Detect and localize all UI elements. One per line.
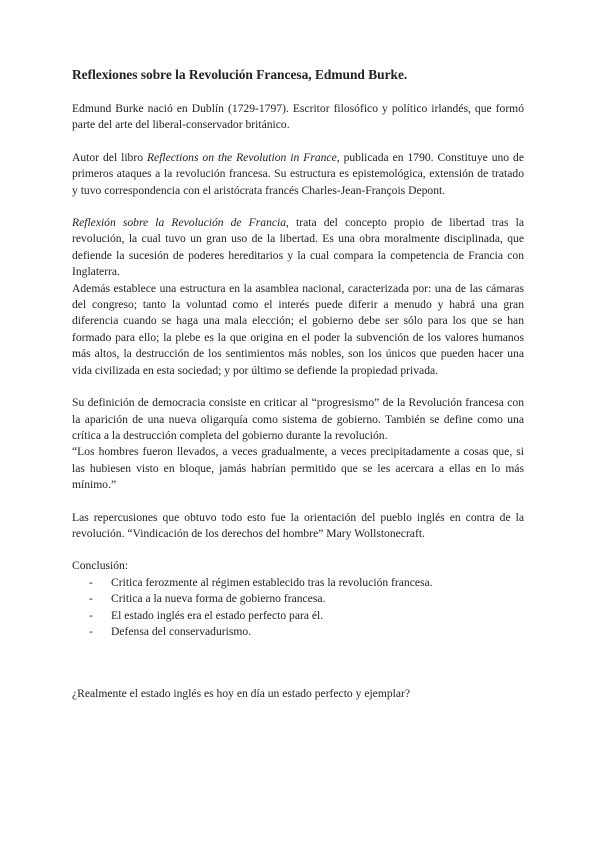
dash-bullet-icon: - bbox=[89, 575, 93, 589]
conclusion-item-text: Critica ferozmente al régimen establecido tras la revolución francesa. bbox=[111, 575, 433, 589]
conclusion-heading: Conclusión: bbox=[72, 559, 129, 573]
conclusion-section bbox=[72, 558, 524, 640]
work-title: Reflexión sobre la Revolución de Francia bbox=[72, 216, 287, 230]
conclusion-item-text: El estado inglés era el estado perfecto para él. bbox=[111, 608, 324, 622]
dash-bullet-icon: - bbox=[89, 624, 93, 638]
list-item bbox=[72, 575, 524, 591]
list-item bbox=[72, 608, 524, 624]
conclusion-list bbox=[72, 575, 524, 641]
dash-bullet-icon: - bbox=[89, 608, 93, 622]
list-item bbox=[72, 591, 524, 607]
book-title: Reflections on the Revolution in France bbox=[146, 150, 337, 164]
paragraph-reflection bbox=[72, 215, 524, 281]
paragraph-biography: Edmund Burke nació en Dublín (1729-1797). Escritor filosófico y político irlandés, que formó parte del arte del liberal-conservador británico. bbox=[72, 102, 524, 132]
paragraph-repercussions: Las repercusiones que obtuvo todo esto fue la orientación del pueblo inglés en contra de la revolución. “Vindicación de los derechos del hombre” Mary Wollstonecraft. bbox=[72, 510, 524, 540]
paragraph-assembly: Además establece una estructura en la asamblea nacional, caracterizada por: una de las cámaras del congreso; tanto la voluntad como el interés puede diferir a menudo y habrá una gran diferencia cuando se haga una mala elección; el gobierno debe ser sólo para los que se han formado para ello; la plebe es la que origina en el poder la subvención de los valores humanos más altos, la destrucción de los sentimientos más nobles, son los únicos que pueden hacer una vida civilizada en esta sociedad; y por último se defiende la propiedad privada. bbox=[72, 281, 524, 377]
quote-burke: “Los hombres fueron llevados, a veces gradualmente, a veces precipitadamente a cosas que, si las hubiesen visto en bloque, jamás habrían permitido que se les acercara a ellas en lo más mínimo.” bbox=[72, 445, 524, 492]
document-title: Reflexiones sobre la Revolución Francesa, Edmund Burke. bbox=[72, 67, 408, 82]
paragraph-democracy: Su definición de democracia consiste en criticar al “progresismo” de la Revolución francesa con la aparición de una nueva oligarquía como sistema de gobierno. También se define como una crítica a la destrucción completa del gobierno durante la revolución. bbox=[72, 396, 524, 442]
conclusion-item-text: Critica a la nueva forma de gobierno francesa. bbox=[111, 592, 326, 606]
reflection-text: , trata del concepto propio de libertad tras la revolución, la cual tuvo un gran uso de la libertad. Es una obra moralmente disciplinada, que defiende la sucesión de poderes hereditarios y la cual compara la competencia de Francia con Inglaterra. bbox=[72, 216, 524, 279]
closing-question: ¿Realmente el estado inglés es hoy en día un estado perfecto y ejemplar? bbox=[72, 687, 411, 701]
list-item bbox=[72, 624, 524, 640]
document-body bbox=[72, 66, 524, 703]
dash-bullet-icon: - bbox=[89, 592, 93, 606]
paragraph-book bbox=[72, 150, 524, 199]
book-intro-text: Autor del libro bbox=[72, 150, 147, 164]
conclusion-item-text: Defensa del conservadurismo. bbox=[111, 624, 252, 638]
book-description-text: , publicada en 1790. Constituye uno de primeros ataques a la revolución francesa. Su estructura es epistemológica, extensión de tratado y tuvo correspondencia con el aristócrata francés Charles-Jean-François Depont. bbox=[72, 150, 524, 197]
